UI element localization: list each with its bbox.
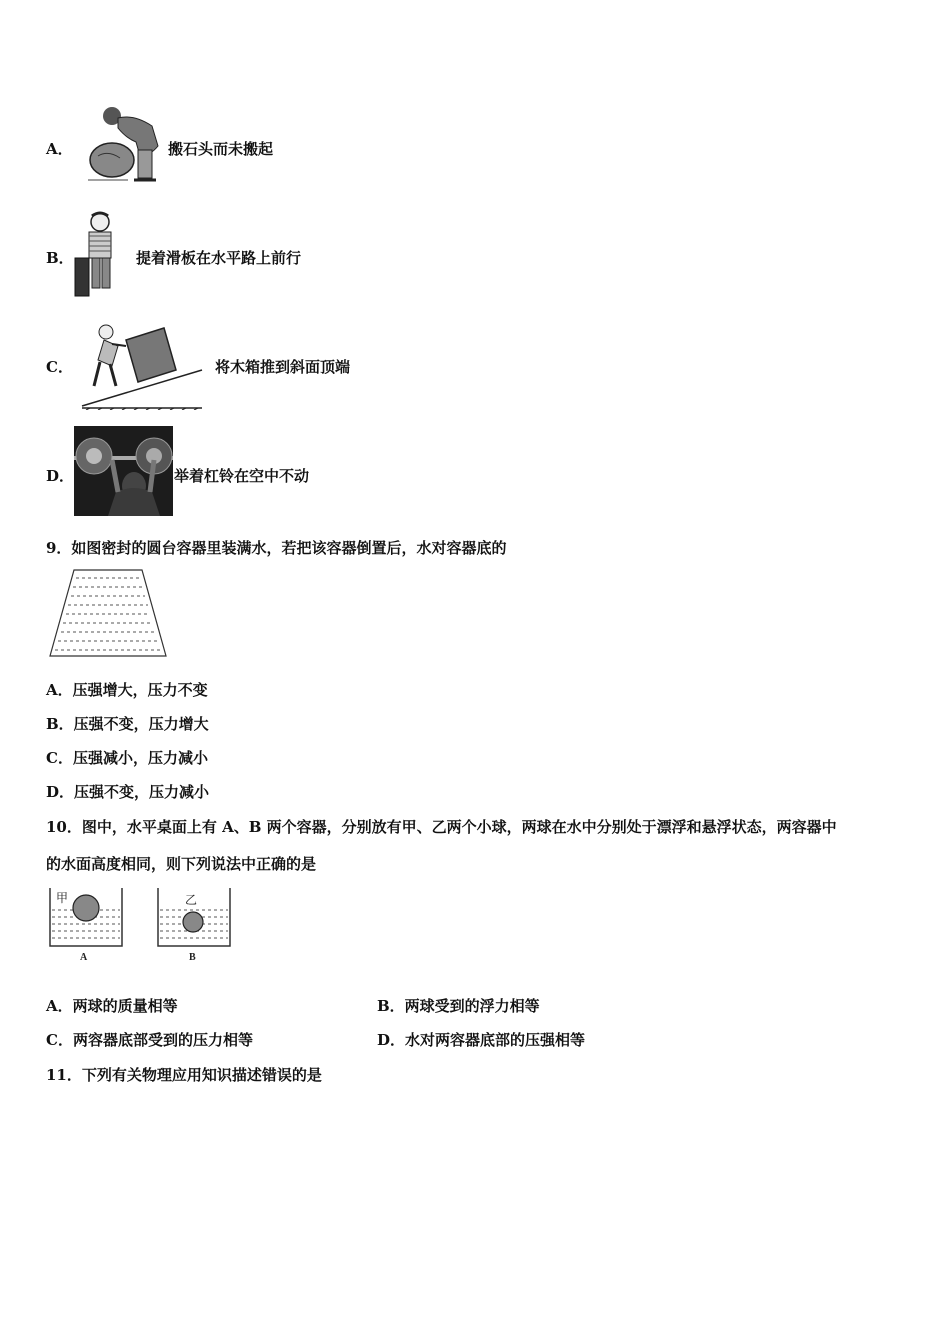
- q11-stem: 11．下列有关物理应用知识描述错误的是: [46, 1066, 322, 1084]
- q10-stem-line1: 10．图中，水平桌面上有 A、B 两个容器，分别放有甲、乙两个小球，两球在水中分别处于漂浮和悬浮状态，两容器中: [46, 818, 837, 836]
- q8-option-d-letter: D．: [46, 467, 75, 485]
- q8-option-c-letter: C．: [46, 358, 73, 376]
- q8-option-a-text: 搬石头而未搬起: [168, 140, 274, 158]
- ball-a-label: 甲: [56, 891, 69, 905]
- q10-option-d: D．水对两容器底部的压强相等: [377, 1031, 586, 1049]
- q9-option-a: A．压强增大，压力不变: [46, 681, 208, 699]
- container-b-label: B: [189, 952, 196, 963]
- q9-option-c: C．压强减小，压力减小: [46, 749, 208, 767]
- q9-stem: 9．如图密封的圆台容器里装满水，若把该容器倒置后，水对容器底的: [46, 539, 507, 557]
- q8-option-b-text: 提着滑板在水平路上前行: [136, 249, 302, 267]
- q8-option-c-text: 将木箱推到斜面顶端: [215, 358, 351, 376]
- q10-option-b: B．两球受到的浮力相等: [377, 997, 540, 1015]
- frustum-container-figure: [46, 568, 170, 660]
- box-on-slope-figure: [80, 318, 204, 410]
- q8-option-d-text: 举着杠铃在空中不动: [174, 467, 310, 485]
- weightlifter-photo: [74, 426, 173, 516]
- q10-option-c: C．两容器底部受到的压力相等: [46, 1031, 253, 1049]
- stone-lifting-figure: [84, 100, 164, 184]
- two-containers-figure: [46, 884, 236, 966]
- q8-option-a-letter: A．: [46, 140, 73, 158]
- q9-option-d: D．压强不变，压力减小: [46, 783, 210, 801]
- container-a-label: A: [80, 952, 88, 963]
- boy-carrying-skateboard-figure: [72, 210, 122, 298]
- q10-option-a: A．两球的质量相等: [46, 997, 178, 1015]
- q10-stem-line2: 的水面高度相同，则下列说法中正确的是: [46, 855, 317, 873]
- q9-option-b: B．压强不变，压力增大: [46, 715, 209, 733]
- ball-b-label: 乙: [185, 893, 198, 907]
- q8-option-b-letter: B．: [46, 249, 74, 267]
